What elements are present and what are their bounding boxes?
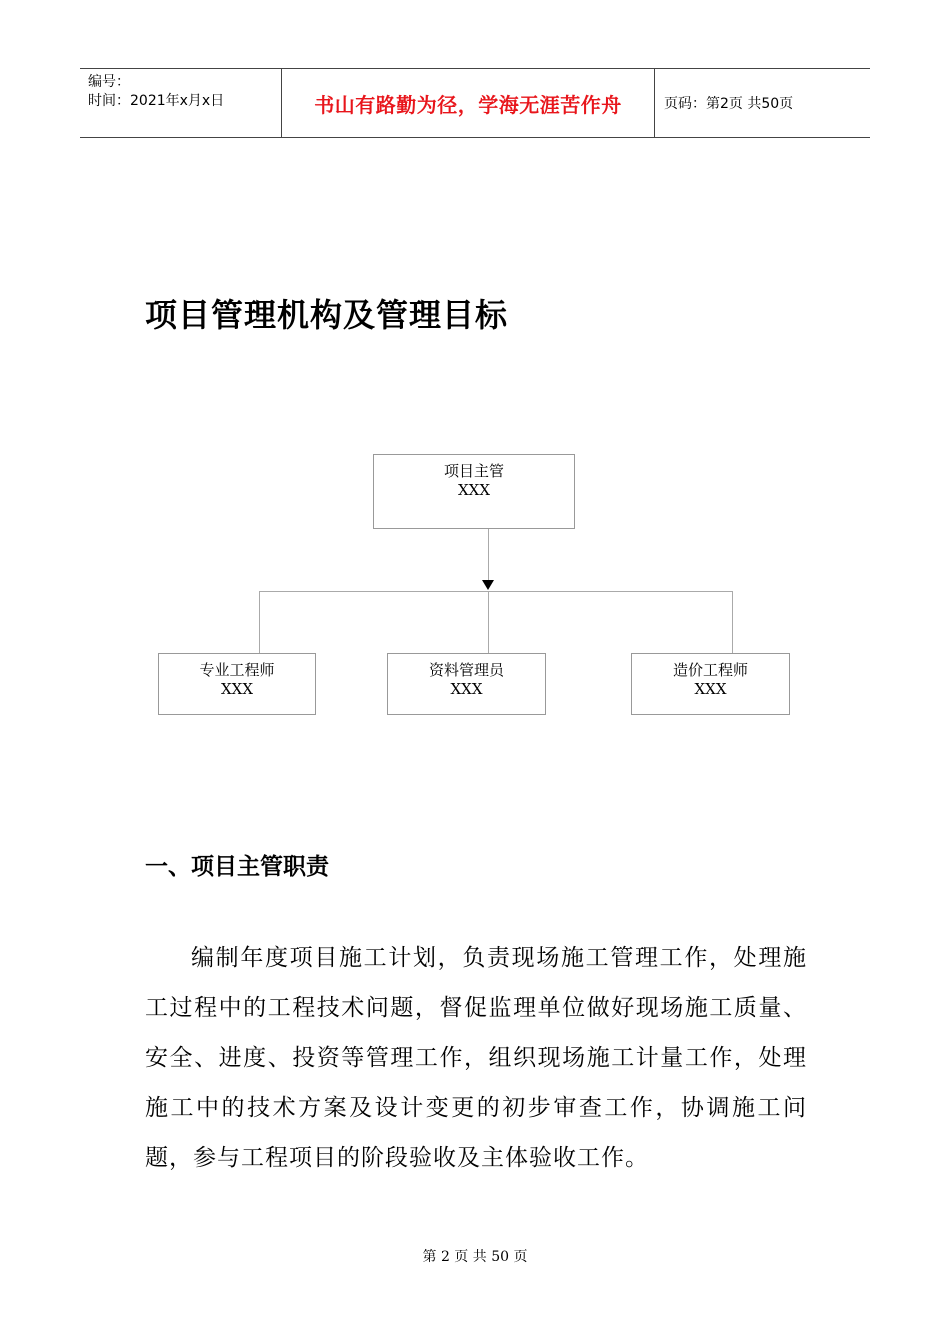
org-node-child [158,653,316,715]
org-node-role: 项目主管 [443,462,504,480]
header-motto: 书山有路勤为径，学海无涯苦作舟 [314,92,622,117]
org-node-role: 资料管理员 [428,661,504,679]
org-node-child [387,653,546,715]
org-node-child [631,653,790,715]
connector-line [488,529,489,581]
org-node-top [373,454,575,529]
body-paragraph: 编制年度项目施工计划，负责现场施工管理工作，处理施工过程中的工程技术问题，督促监理单位做好现场施工质量、安全、进度、投资等管理工作，组织现场施工计量工作，处理施工中的技术方案及设计变更的初步审查工作，协调施工问题，参与工程项目的阶段验收及主体验收工作。 [145,945,807,1171]
arrow-down-icon [482,580,494,590]
org-node-name: XXX [457,481,491,499]
section-heading: 一、项目主管职责 [145,854,329,880]
page-title: 项目管理机构及管理目标 [145,296,509,334]
org-node-name: XXX [694,680,727,698]
org-node-name: XXX [220,680,254,698]
header-page-cell [654,69,870,137]
section-body [145,933,807,1183]
page-header [80,68,870,138]
doc-number-label: 编号： [88,74,130,90]
header-motto-cell [281,69,655,137]
page-footer: 第 2 页 共 50 页 [422,1249,528,1265]
header-meta-cell [80,69,280,137]
org-node-name: XXX [450,680,483,698]
doc-date-label: 时间：2021年x月x日 [88,93,225,109]
connector-line [488,591,489,654]
connector-line [259,591,260,654]
org-node-role: 造价工程师 [672,661,748,679]
org-node-role: 专业工程师 [199,661,275,679]
connector-line [732,591,733,654]
connector-line [259,591,733,592]
header-page-info: 页码：第2页 共50页 [664,96,794,112]
